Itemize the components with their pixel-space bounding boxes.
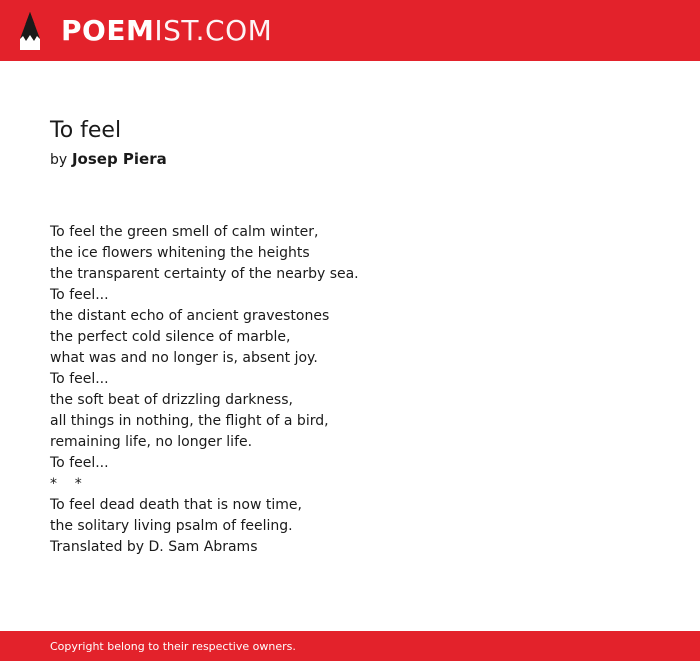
- poem-line-separator: * *: [50, 476, 82, 492]
- poem-line: To feel the green smell of calm winter,: [50, 224, 319, 240]
- poem-line: remaining life, no longer life.: [50, 434, 253, 450]
- poem-line: the ice flowers whitening the heights: [50, 245, 310, 261]
- poem-line: To feel...: [50, 455, 109, 471]
- poem-line: all things in nothing, the flight of a bird,: [50, 413, 329, 429]
- logo-wordmark-bold: POEM: [61, 13, 155, 47]
- site-logo-link[interactable]: [18, 11, 272, 51]
- author-link[interactable]: Josep Piera: [71, 150, 167, 168]
- poem-line: what was and no longer is, absent joy.: [50, 350, 318, 366]
- poem-line: the distant echo of ancient gravestones: [50, 308, 330, 324]
- copyright-notice: Copyright belong to their respective owners.: [50, 639, 296, 653]
- site-footer: [0, 631, 700, 661]
- byline-prefix: by: [50, 152, 68, 168]
- logo-wordmark-light: IST.COM: [154, 13, 273, 47]
- pencil-tip-icon: [18, 11, 42, 51]
- poem-line: the transparent certainty of the nearby sea.: [50, 266, 359, 282]
- poem-byline: [50, 149, 670, 170]
- poem-body: [50, 222, 670, 558]
- poem-line: the soft beat of drizzling darkness,: [50, 392, 293, 408]
- poem-line: To feel dead death that is now time,: [50, 497, 302, 513]
- poem-line: the solitary living psalm of feeling.: [50, 518, 293, 534]
- translator-credit: Translated by D. Sam Abrams: [50, 539, 258, 555]
- site-header: [0, 0, 700, 61]
- poem-title: To feel: [50, 118, 122, 143]
- poem-content: [50, 116, 670, 558]
- poem-line: To feel...: [50, 287, 109, 303]
- poem-line: the perfect cold silence of marble,: [50, 329, 291, 345]
- poem-line: To feel...: [50, 371, 109, 387]
- logo-wordmark: [61, 13, 273, 47]
